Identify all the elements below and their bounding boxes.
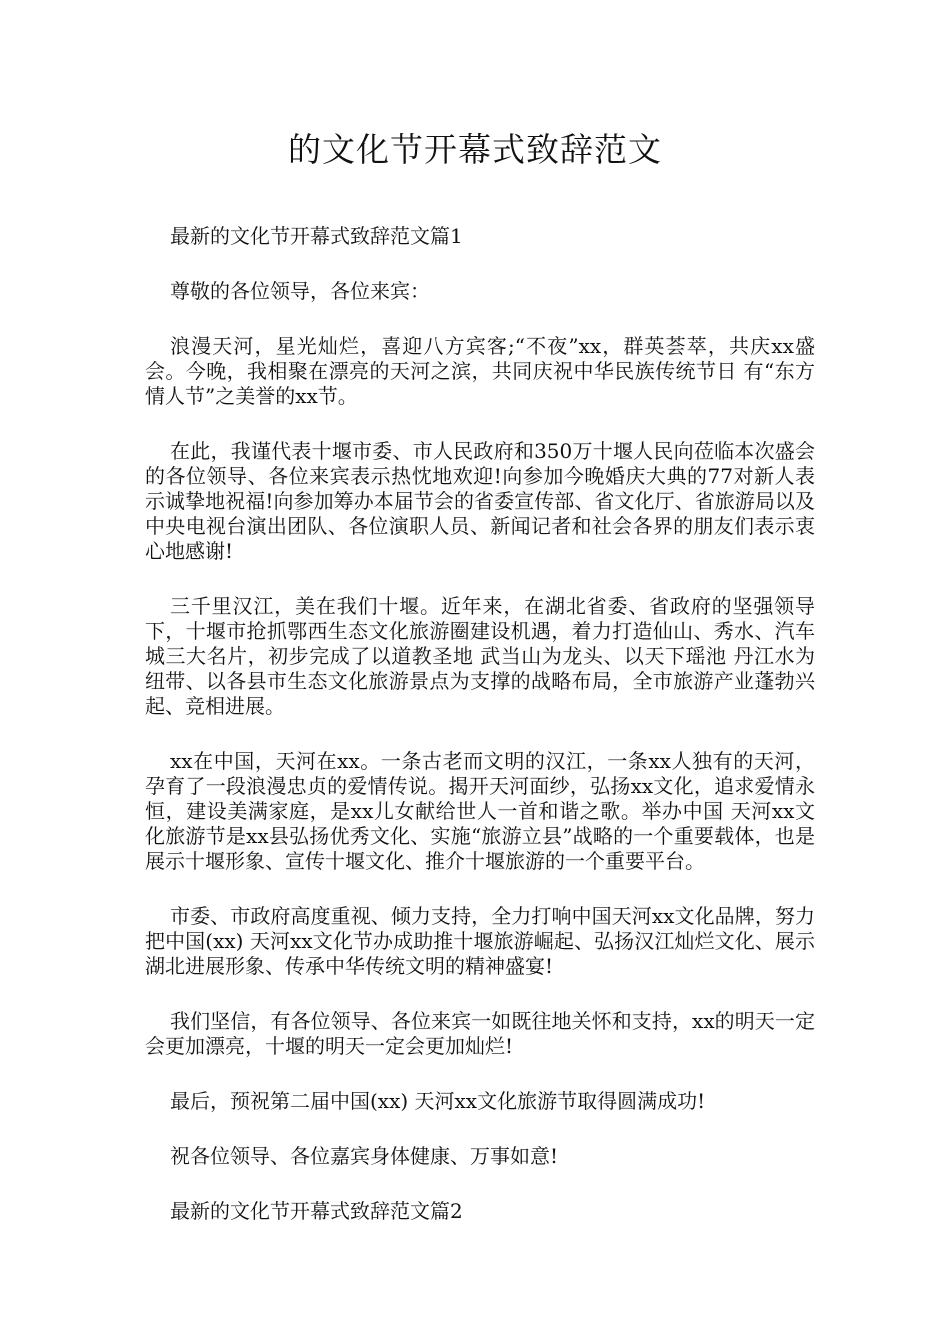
document-body [145, 224, 815, 1254]
paragraph: xx在中国，天河在xx。一条古老而文明的汉江，一条xx人独有的天河，孕育了一段浪漫忠贞的爱情传说。揭开天河面纱，弘扬xx文化，追求爱情永恒，建设美满家庭，是xx儿女献给世人一首和谐之歌。举办中国 天河xx文化旅游节是xx县弘扬优秀文化、实施“旅游立县”战略的一个重要载体，也是展示十堰形象、宣传十堰文化、推介十堰旅游的一个重要平台。 [145, 749, 815, 873]
document-title: 的文化节开幕式致辞范文 [288, 130, 662, 169]
salutation: 尊敬的各位领导，各位来宾： [170, 279, 430, 303]
paragraph: 我们坚信，有各位领导、各位来宾一如既往地关怀和支持，xx的明天一定会更加漂亮，十堰的明天一定会更加灿烂! [145, 1009, 815, 1058]
section-heading-2: 最新的文化节开幕式致辞范文篇2 [170, 1199, 463, 1223]
section-heading-1: 最新的文化节开幕式致辞范文篇1 [170, 224, 463, 248]
paragraph: 浪漫天河，星光灿烂，喜迎八方宾客;“不夜”xx，群英荟萃，共庆xx盛会。今晚，我相聚在漂亮的天河之滨，共同庆祝中华民族传统节日 有“东方情人节”之美誉的xx节。 [145, 334, 815, 408]
paragraph: 在此，我谨代表十堰市委、市人民政府和350万十堰人民向莅临本次盛会的各位领导、各位来宾表示热忱地欢迎!向参加今晚婚庆大典的77对新人表示诚挚地祝福!向参加筹办本届节会的省委宣传部、省文化厅、省旅游局以及中央电视台演出团队、各位演职人员、新闻记者和社会各界的朋友们表示衷心地感谢! [145, 439, 815, 563]
paragraph: 三千里汉江，美在我们十堰。近年来，在湖北省委、省政府的坚强领导下，十堰市抢抓鄂西生态文化旅游圈建设机遇，着力打造仙山、秀水、汽车城三大名片，初步完成了以道教圣地 武当山为龙头、以天下瑶池 丹江水为纽带、以各县市生态文化旅游景点为支撑的战略布局，全市旅游产业蓬勃兴起、竞相进展。 [145, 594, 815, 718]
closing-blessing: 祝各位领导、各位嘉宾身体健康、万事如意! [170, 1144, 559, 1168]
closing-wish: 最后，预祝第二届中国(xx) 天河xx文化旅游节取得圆满成功! [170, 1089, 706, 1113]
paragraph: 市委、市政府高度重视、倾力支持，全力打响中国天河xx文化品牌，努力把中国(xx) 天河xx文化节办成助推十堰旅游崛起、弘扬汉江灿烂文化、展示湖北进展形象、传承中华传统文明的精神盛宴! [145, 904, 815, 978]
